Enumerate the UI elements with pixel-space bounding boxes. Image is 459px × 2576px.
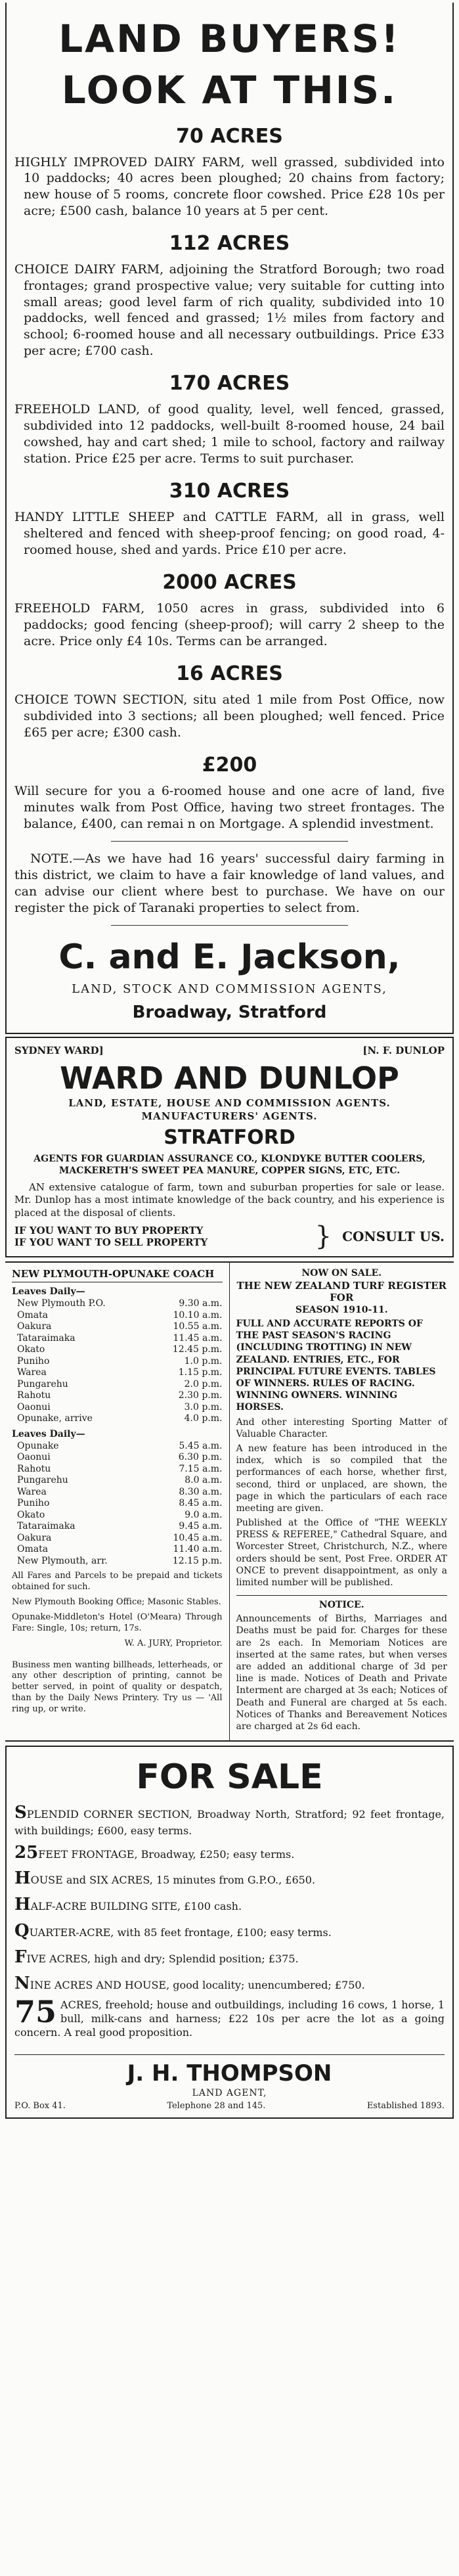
stop-time: 5.45 a.m. [179,1440,223,1451]
now-on-sale: NOW ON SALE. [301,1268,382,1279]
po-box: P.O. Box 41. [14,2100,66,2111]
stop-time: 7.15 a.m. [179,1463,223,1474]
schedule-row [12,1533,223,1545]
schedule-row [12,1441,223,1453]
listing-text: FREEHOLD FARM, 1050 acres in grass, subdivided into 6 paddocks; good fencing (sheep-proof); will carry 2 sheep to the acre. Price only £4 10s. Terms can be arranged. [14,601,445,648]
brace-icon: } [315,1221,332,1252]
partner-left: SYDNEY WARD] [14,1045,104,1057]
ward-title: WARD AND DUNLOP [60,1060,399,1096]
stop-time: 1.0 p.m. [184,1355,223,1367]
item-initial: N [14,1973,30,1993]
sell-line: IF YOU WANT TO SELL PROPERTY [14,1236,208,1249]
stop-name: Opunake, arrive [17,1413,93,1424]
ward-dunlop-ad [5,1037,454,1257]
turf-title: THE NEW ZEALAND TURF REGISTER FOR [236,1280,447,1304]
for-sale-ad [5,1746,454,2119]
headline-look-at-this: LOOK AT THIS. [61,67,398,112]
stop-time: 1.15 p.m. [178,1367,223,1378]
stop-time: 11.40 a.m. [173,1544,223,1555]
agent-footer [14,2101,445,2111]
schedule-row [12,1379,223,1391]
schedule-row [12,1344,223,1356]
schedule-return [12,1441,223,1568]
turf-other: And other interesting Sporting Matter of Valuable Character. [236,1416,447,1439]
ward-subtitle-2: MANUFACTURERS' AGENTS. [141,1110,318,1123]
listing-text: HIGHLY IMPROVED DAIRY FARM, well grassed, subdivided into 10 paddocks; 40 acres been ploughed; 20 chains from factory; new house of 5 rooms, concrete floor cowshed. Price £28 10s per acre; £500 cash, balance 10 years at 5 per cent. [14,154,445,218]
for-sale-item [14,1842,445,1864]
schedule-heading: Leaves Daily— [12,1428,85,1439]
for-sale-item [14,1868,445,1890]
listing-price: £200 [202,754,257,777]
listing-acres: 16 ACRES [176,662,283,686]
schedule-row [12,1487,223,1499]
listing-text: Will secure for you a 6-roomed house and one acre of land, five minutes walk from Post Office, having two street frontages. The balance, £400, can remai n on Mortgage. A splendid investment. [14,784,445,831]
partner-right: [N. F. DUNLOP [362,1045,445,1057]
stop-name: Tataraimaka [17,1521,76,1532]
stop-name: Okato [17,1509,45,1520]
schedule-row [12,1402,223,1414]
stop-name: Rahotu [17,1463,51,1474]
item-initial: H [14,1895,31,1915]
stop-time: 2.0 p.m. [184,1378,223,1390]
stop-name: Oakura [17,1532,52,1543]
listing-acres: 112 ACRES [169,232,290,256]
for-sale-item [14,1994,445,2039]
turf-contents: FULL AND ACCURATE REPORTS OF THE PAST SEASON'S RACING (INCLUDING TROTTING) IN NEW ZEALAND. ENTRIES, ETC., FOR PRINCIPAL FUTURE EVENTS. TABLES OF WINNERS. RULES OF RACING. WINNING OWNERS. WINNING HORSES. [236,1319,436,1413]
stop-name: Puniho [17,1498,50,1509]
firm-address: Broadway, Stratford [132,1003,327,1023]
for-sale-item [14,1947,445,1969]
stop-name: Rahotu [17,1390,51,1401]
turf-register-ad [230,1263,454,1740]
stop-name: New Plymouth P.O. [17,1298,106,1309]
divider [111,925,347,926]
notice-title: NOTICE. [236,1595,448,1610]
schedule-row [12,1475,223,1487]
stop-time: 6.30 p.m. [178,1452,223,1463]
schedule-row [12,1298,223,1310]
schedule-row [12,1321,223,1333]
stop-time: 10.45 a.m. [173,1532,223,1543]
printing-note: Business men wanting billheads, letterheads, or any other description of printing, cannot be better served, in point of quality or despatch, than by the Daily News Printery. Try us — 'All ring up, or write. [12,1660,223,1715]
stop-time: 9.0 a.m. [185,1509,223,1520]
for-sale-item [14,1802,445,1838]
stop-name: Oakura [17,1321,52,1332]
stop-time: 10.55 a.m. [173,1321,223,1332]
stop-name: Puniho [17,1355,50,1367]
stop-name: Oaonui [17,1452,51,1463]
item-initial: H [14,1868,31,1889]
for-sale-item [14,1920,445,1943]
stop-name: Pungarehu [17,1475,68,1486]
listing-text: FREEHOLD LAND, of good quality, level, well fenced, grassed, subdivided into 12 paddocks, well-built 8-roomed house, 24 bail cowshed, hay and cart shed; 1 mile to school, factory and railway station. Price £25 per acre. Terms to suit purchaser. [14,402,445,466]
item-initial: 75 [14,1994,57,2030]
listing-text: HANDY LITTLE SHEEP and CATTLE FARM, all in grass, well sheltered and fenced with sheep-proof fencing; on good road, 4-roomed house, shed and yards. Price £10 per acre. [14,510,445,557]
coach-title: NEW PLYMOUTH-OPUNAKE COACH [12,1268,223,1282]
turf-feature: A new feature has been introduced in the index, which is so compiled that the performances of each horse, whether first, second, third or unplaced, are shown, the page in which the particulars of each race meeting are given. [236,1443,447,1514]
agent-name: J. H. THOMPSON [14,2054,445,2087]
stop-time: 4.0 p.m. [184,1413,223,1424]
for-sale-title: FOR SALE [136,1757,323,1797]
coach-ad [5,1263,230,1740]
telephone: Telephone 28 and 145. [167,2100,266,2111]
stop-name: Warea [17,1367,47,1378]
firm-name: C. and E. Jackson, [58,938,401,978]
item-text: ALF-ACRE BUILDING SITE, £100 cash. [30,1900,242,1913]
ward-agents: AGENTS FOR GUARDIAN ASSURANCE CO., KLONDYKE BUTTER COOLERS, MACKERETH'S SWEET PEA MANURE, COPPER SIGNS, ETC, ETC. [33,1154,426,1177]
stop-time: 10.10 a.m. [173,1309,223,1321]
listing-acres: 2000 ACRES [162,571,297,595]
buy-line: IF YOU WANT TO BUY PROPERTY [14,1225,204,1237]
note-paragraph: NOTE.—As we have had 16 years' successful dairy farming in this district, we claim to have a fair knowledge of land values, and can advise our client where best to purchase. We have on our register the pick of Taranaki properties to select from. [14,851,445,915]
stop-time: 12.45 p.m. [172,1344,223,1355]
schedule-row [12,1413,223,1425]
stop-time: 8.30 a.m. [179,1486,223,1497]
schedule-row [12,1367,223,1379]
turf-season: SEASON 1910-11. [295,1305,388,1316]
item-text: ACRES, freehold; house and outbuildings, including 16 cows, 1 horse, 1 bull, milk-cans and harness; £22 10s per acre the lot as a going concern. A real good proposition. [14,1999,445,2039]
turf-published: Published at the Office of "THE WEEKLY PRESS & REFEREE," Cathedral Square, and Worcester Street, Christchurch, N.Z., where orders should be sent, Post Free. ORDER AT ONCE to prevent disappointment, as only a limited number will be published. [236,1518,447,1589]
stop-time: 2.30 p.m. [178,1390,223,1401]
schedule-row [12,1556,223,1568]
schedule-row [12,1390,223,1402]
proprietor: W. A. JURY, Proprietor. [124,1638,223,1648]
stop-time: 8.0 a.m. [185,1475,223,1486]
schedule-row [12,1498,223,1510]
item-text: UARTER-ACRE, with 85 feet frontage, £100; easy terms. [29,1926,332,1939]
item-text: OUSE and SIX ACRES, 15 minutes from G.P.O., £650. [30,1874,316,1887]
stop-time: 12.15 p.m. [172,1555,223,1566]
schedule-outbound [12,1298,223,1425]
listing-text: CHOICE DAIRY FARM, adjoining the Stratford Borough; two road frontages; grand prospective value; very suitable for cutting into small areas; good level farm of rich quality, subdivided into 10 paddocks, well fenced and grassed; 1½ miles from factory and school; 6-roomed house and all necessary outbuildings. Price £33 per acre; £700 cash. [14,262,445,358]
fares-note: All Fares and Parcels to be prepaid and tickets obtained for such. [12,1571,223,1592]
two-column-section [5,1261,454,1742]
item-text: FEET FRONTAGE, Broadway, £250; easy terms. [38,1847,295,1861]
headline-land-buyers: LAND BUYERS! [58,16,401,61]
schedule-row [12,1510,223,1522]
schedule-row [12,1333,223,1345]
item-initial: Q [14,1921,30,1941]
stop-time: 9.45 a.m. [179,1521,223,1532]
notice-body: Announcements of Births, Marriages and Deaths must be paid for. Charges for these are 2s each. In Memoriam Notices are inserted at the same rates, but when verses are added an additional charge of 3d per line is made. Notices of Death and Private Interment are charged at 3s each; Notices of Death and Funeral are charged at 5s each. Notices of Thanks and Bereavement Notices are charged at 2s 6d each. [236,1614,447,1732]
ward-town: STRATFORD [164,1126,295,1150]
stop-name: Okato [17,1344,45,1355]
ward-action [14,1223,445,1250]
stop-name: Warea [17,1486,47,1497]
stop-name: Omata [17,1544,49,1555]
schedule-row [12,1544,223,1556]
partner-names [14,1045,445,1056]
stop-name: Oaonui [17,1401,51,1412]
newspaper-column [5,0,454,2121]
item-initial: 25 [14,1842,39,1863]
ward-body: AN extensive catalogue of farm, town and suburban properties for sale or lease. Mr. Dunlop has a most intimate knowledge of the back country, and his experience is placed at the disposal of clients. [14,1181,445,1219]
for-sale-list [14,1802,445,2044]
stop-time: 11.45 a.m. [173,1332,223,1344]
item-text: PLENDID CORNER SECTION, Broadway North, Stratford; 92 feet frontage, with buildings; £600, easy terms. [14,1808,445,1837]
item-initial: F [14,1947,27,1967]
agent-title: LAND AGENT, [192,2087,267,2098]
stop-name: New Plymouth, arr. [17,1555,108,1566]
item-text: INE ACRES AND HOUSE, good locality; unencumbered; £750. [30,1978,365,1991]
schedule-row [12,1464,223,1476]
item-initial: S [14,1803,27,1823]
stop-name: Opunake [17,1440,59,1451]
consult-us: CONSULT US. [342,1229,445,1245]
stop-name: Tataraimaka [17,1332,76,1344]
stop-name: Omata [17,1309,49,1321]
stables-note: New Plymouth Booking Office; Masonic Stables. [12,1596,221,1607]
listing-acres: 310 ACRES [169,480,290,503]
land-buyers-ad [5,3,454,1034]
listing-text: CHOICE TOWN SECTION, situ ated 1 mile from Post Office, now subdivided into 3 sections; all been ploughed; well fenced. Price £65 per acre; £300 cash. [14,692,445,740]
stop-name: Pungarehu [17,1378,68,1390]
opunake-note: Opunake-Middleton's Hotel (O'Meara) Through Fare: Single, 10s; return, 17s. [12,1612,223,1633]
firm-description: LAND, STOCK AND COMMISSION AGENTS, [72,982,387,997]
ward-subtitle: LAND, ESTATE, HOUSE AND COMMISSION AGENTS. [68,1097,391,1110]
listing-acres: 70 ACRES [176,124,283,148]
divider [111,841,347,842]
schedule-heading: Leaves Daily— [12,1286,85,1298]
schedule-row [12,1310,223,1322]
schedule-row [12,1521,223,1533]
stop-time: 9.30 a.m. [179,1298,223,1309]
established: Established 1893. [366,2100,445,2111]
schedule-row [12,1452,223,1464]
stop-time: 3.0 p.m. [184,1401,223,1412]
item-text: IVE ACRES, high and dry; Splendid position; £375. [26,1952,299,1965]
listing-acres: 170 ACRES [169,372,290,395]
for-sale-item [14,1894,445,1916]
stop-time: 8.45 a.m. [179,1498,223,1509]
schedule-row [12,1356,223,1368]
for-sale-item [14,1973,445,1995]
